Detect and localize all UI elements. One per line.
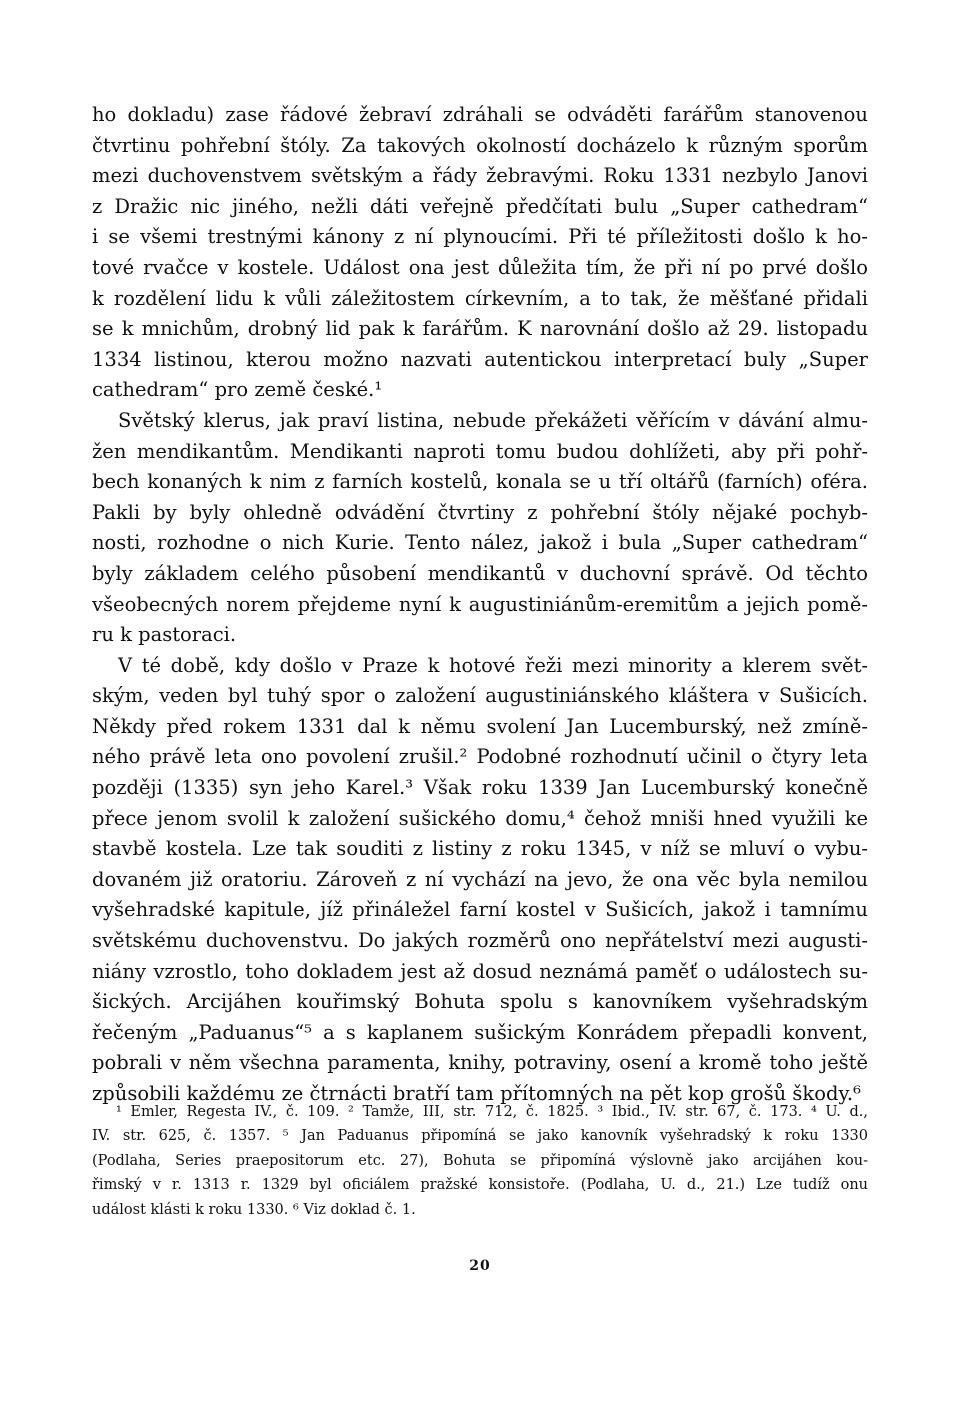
text-line: z Dražic nic jiného, nežli dáti veřejně předčítati bulu „Super cathedram“ — [92, 194, 868, 218]
text-line: niány vzrostlo, toho dokladem jest až dosud neznámá paměť o událostech su- — [92, 959, 868, 983]
footnote-line: IV. str. 625, č. 1357. ⁵ Jan Paduanus připomíná se jako kanovník vyšehradský k roku 1330 — [92, 1128, 868, 1145]
text-line: později (1335) syn jeho Karel.³ Však roku 1339 Jan Lucemburský konečně — [92, 776, 868, 800]
text-line: všeobecných norem přejdeme nyní k augustiniánům-eremitům a jejich pomě- — [92, 592, 868, 616]
text-line: nosti, rozhodne o nich Kurie. Tento nález, jakož i bula „Super cathedram“ — [92, 531, 868, 555]
text-line: byly základem celého působení mendikantů v duchovní správě. Od těchto — [92, 561, 868, 585]
text-line: světskému duchovenstvu. Do jakých rozměrů ono nepřátelství mezi augusti- — [92, 929, 868, 953]
footnote-line: řimský v r. 1313 r. 1329 byl oficiálem pražské konsistoře. (Podlaha, U. d., 21.) Lze tudíž onu — [92, 1177, 868, 1194]
footnote-line: ¹ Emler, Regesta IV., č. 109. ² Tamže, III, str. 712, č. 1825. ³ Ibid., IV. str. 67, č. 173. ⁴ U. d., — [116, 1104, 868, 1120]
text-line: k rozdělení lidu k vůli záležitostem církevním, a to tak, že měšťané přidali — [92, 286, 868, 310]
text-line: Někdy před rokem 1331 dal k němu svolení Jan Lucemburský, než zmíně- — [92, 714, 868, 738]
text-line: stavbě kostela. Lze tak souditi z listiny z roku 1345, v níž se mluví o vybu- — [92, 837, 868, 861]
text-line: čtvrtinu pohřební štóly. Za takových okolností docházelo k různým sporům — [92, 133, 868, 157]
text-line: způsobili každému ze čtrnácti bratří tam přítomných na pět kop grošů škody.⁶ — [92, 1082, 861, 1105]
text-line: vyšehradské kapitule, jíž přináležel farní kostel v Sušicích, jakož i tamnímu — [92, 898, 868, 922]
text-line: šických. Arcijáhen kouřimský Bohuta spolu s kanovníkem vyšehradským — [92, 990, 868, 1014]
text-line: dovaném již oratoriu. Zároveň z ní vychází na jevo, že ona věc byla nemilou — [92, 867, 868, 891]
footnote-line: událost klásti k roku 1330. ⁶ Viz doklad č. 1. — [92, 1201, 416, 1218]
text-line: přece jenom svolil k založení sušického domu,⁴ čehož mniši hned využili ke — [92, 806, 868, 830]
text-line: i se všemi trestnými kánony z ní plynoucími. Při té příležitosti došlo k ho- — [92, 225, 868, 249]
text-line: Světský klerus, jak praví listina, nebude překážeti věřícím v dávání almu- — [118, 408, 868, 432]
text-line: ru k pastoraci. — [92, 623, 237, 647]
text-line: řečeným „Paduanus“⁵ a s kaplanem sušickým Konrádem přepadli konvent, — [92, 1020, 868, 1044]
footnote-line: (Podlaha, Series praepositorum etc. 27), Bohuta se připomíná výslovně jako arcijáhen kou- — [92, 1152, 868, 1169]
text-line: V té době, kdy došlo v Praze k hotové řeži mezi minority a klerem svět- — [118, 653, 868, 677]
page-number: 20 — [469, 1258, 491, 1274]
text-line: 1334 listinou, kterou možno nazvati autentickou interpretací buly „Super — [92, 347, 868, 371]
text-line: žen mendikantům. Mendikanti naproti tomu budou dohlížeti, aby při pohř- — [92, 439, 868, 463]
text-line: mezi duchovenstvem světským a řády žebravými. Roku 1331 nezbylo Janovi — [92, 164, 868, 188]
text-line: bech konaných k nim z farních kostelů, konala se u tří oltářů (farních) oféra. — [92, 470, 868, 494]
text-line: Pakli by byly ohledně odvádění čtvrtiny z pohřební štóly nějaké pochyb- — [92, 500, 868, 524]
text-line: tové rvačce v kostele. Událost ona jest důležita tím, že při ní po prvé došlo — [92, 255, 868, 279]
text-line: ským, veden byl tuhý spor o založení augustiniánského kláštera v Sušicích. — [92, 684, 868, 708]
text-line: se k mnichům, drobný lid pak k farářům. K narovnání došlo až 29. listopadu — [92, 317, 868, 341]
text-line: ného právě leta ono povolení zrušil.² Podobné rozhodnutí učinil o čtyry leta — [92, 745, 868, 769]
body-text — [92, 100, 868, 1110]
footnotes — [92, 1100, 868, 1222]
text-line: cathedram“ pro země české.¹ — [92, 378, 383, 402]
text-line: ho dokladu) zase řádové žebraví zdráhali se odváděti farářům stanovenou — [92, 103, 868, 126]
text-line: pobrali v něm všechna paramenta, knihy, potraviny, osení a kromě toho ještě — [92, 1051, 868, 1075]
